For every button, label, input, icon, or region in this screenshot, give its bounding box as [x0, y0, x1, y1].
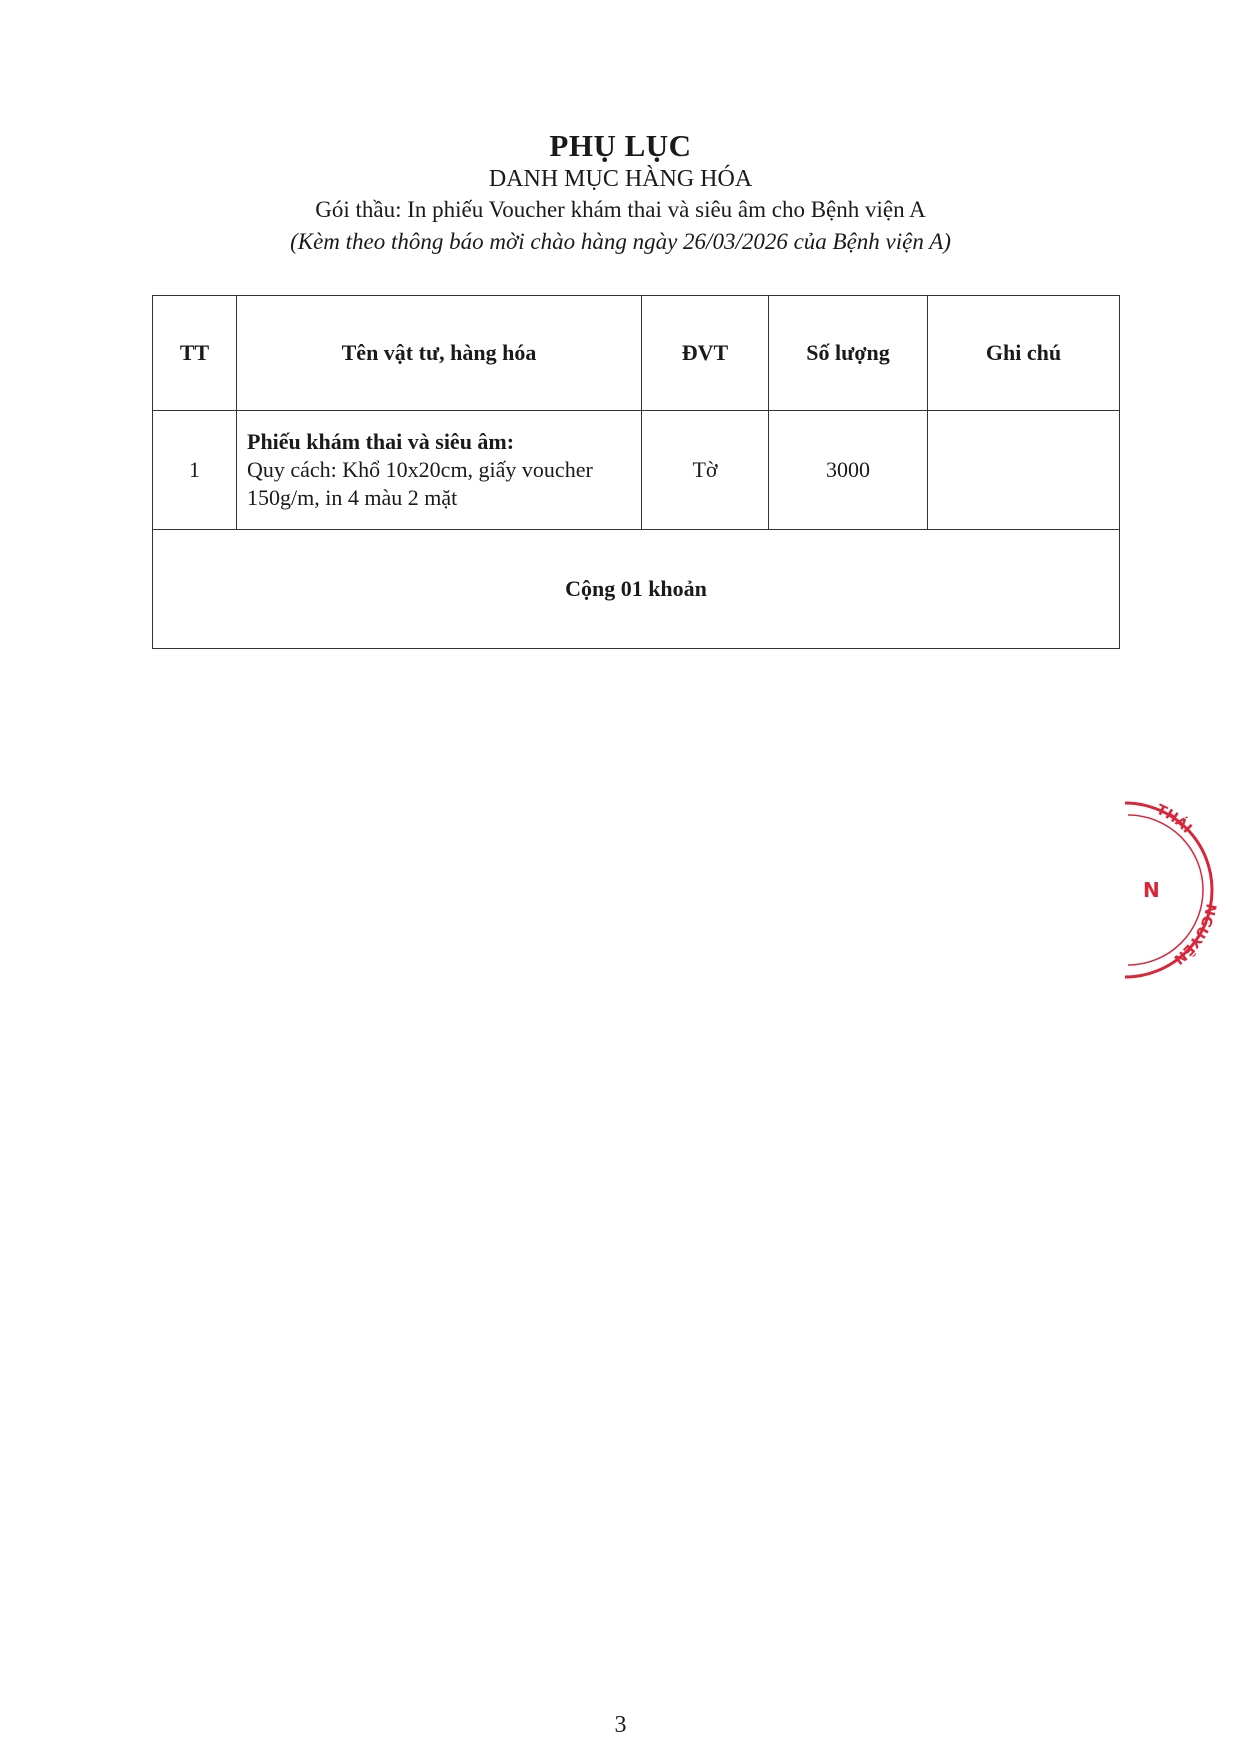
header-quantity: Số lượng — [769, 296, 928, 411]
stamp-text-mid: N — [1143, 878, 1160, 902]
list-subtitle: DANH MỤC HÀNG HÓA — [488, 166, 753, 192]
cell-tt: 1 — [153, 411, 237, 530]
stamp-text-bottom: NGUYÊN — [1170, 902, 1219, 968]
cell-item-name — [237, 411, 642, 530]
stamp-text-top: THÁI — [1153, 801, 1195, 837]
table-row — [153, 411, 1120, 530]
item-spec: Quy cách: Khổ 10x20cm, giấy voucher 150g/m, in 4 màu 2 mặt — [247, 457, 593, 510]
total-row — [153, 530, 1120, 649]
cell-quantity: 3000 — [769, 411, 928, 530]
item-name: Phiếu khám thai và siêu âm: — [247, 429, 515, 454]
header-note: Ghi chú — [928, 296, 1120, 411]
header-unit: ĐVT — [642, 296, 769, 411]
appendix-title: PHỤ LỤC — [549, 128, 692, 163]
red-stamp-seal — [1095, 795, 1241, 985]
page-number: 3 — [614, 1712, 627, 1738]
table-header-row — [153, 296, 1120, 411]
total-label: Cộng 01 khoản — [153, 530, 1120, 649]
reference-note: (Kèm theo thông báo mời chào hàng ngày 26/03/2026 của Bệnh viện A) — [290, 229, 951, 254]
package-line: Gói thầu: In phiếu Voucher khám thai và siêu âm cho Bệnh viện A — [315, 197, 926, 222]
header-item-name: Tên vật tư, hàng hóa — [237, 296, 642, 411]
heading-block — [0, 128, 1241, 258]
cell-note — [928, 411, 1120, 530]
cell-unit: Tờ — [642, 411, 769, 530]
header-tt: TT — [153, 296, 237, 411]
goods-table — [152, 295, 1120, 649]
